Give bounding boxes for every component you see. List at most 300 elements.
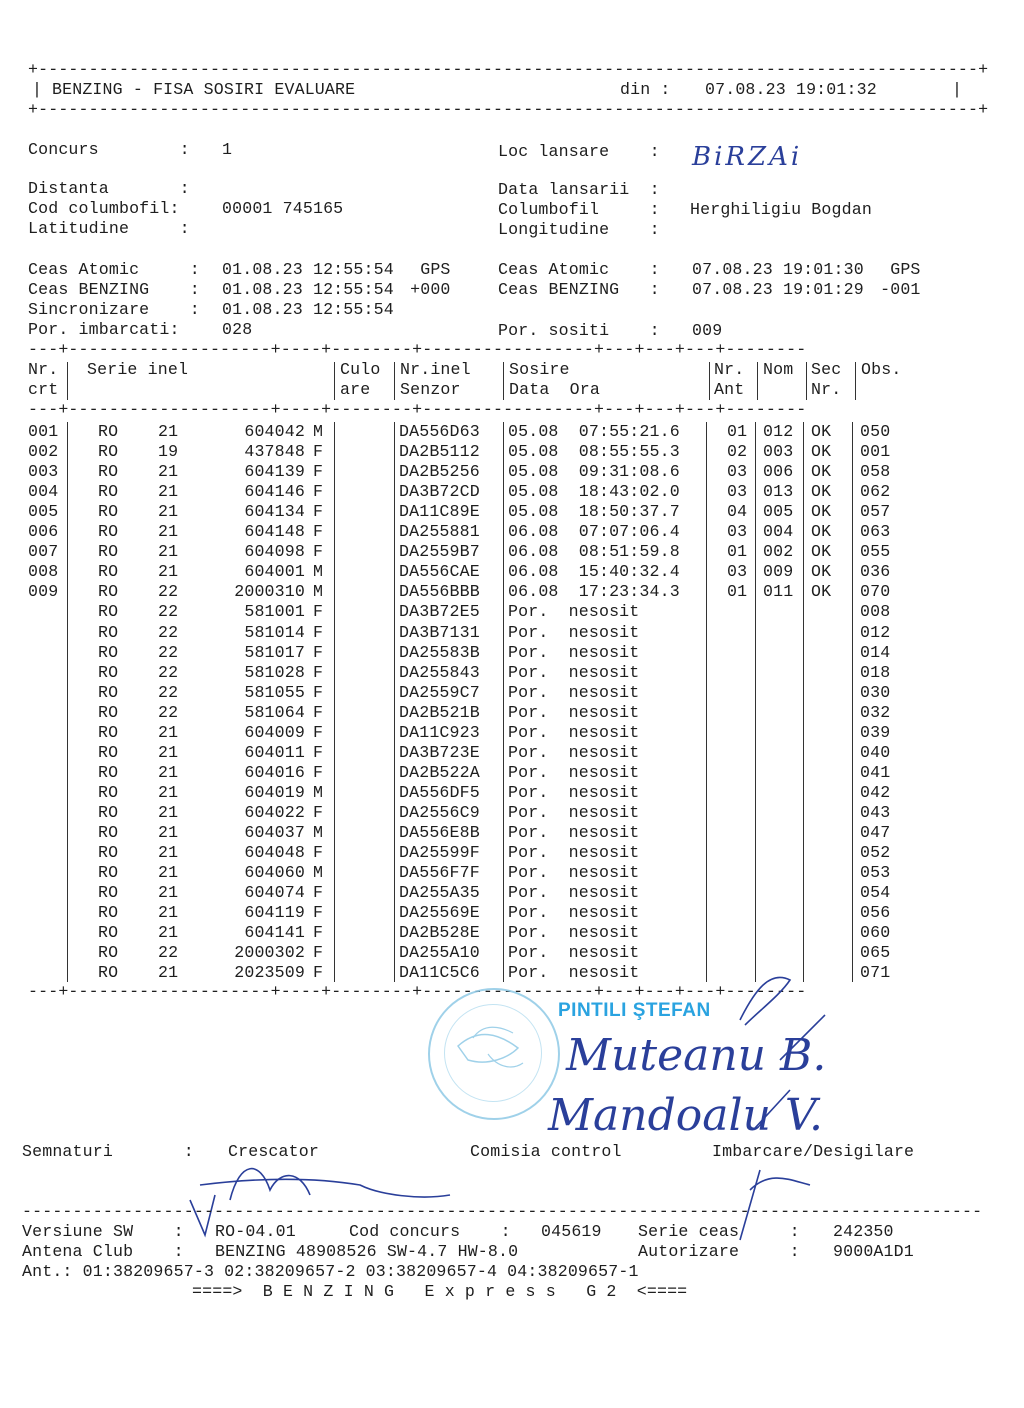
cell-sensor: DA2556C9 <box>399 802 480 822</box>
cell-sensor: DA255843 <box>399 662 480 682</box>
cell-ring: 604074 <box>244 883 305 903</box>
distanta-label: Distanta : <box>28 179 190 198</box>
cell-ring: 581028 <box>244 662 305 682</box>
footer-separator: ----------------------------------------------------------------------------------------------- <box>22 1202 983 1221</box>
cell-sensor: DA25599F <box>399 843 480 863</box>
cell-nr: 002 <box>28 442 59 462</box>
cell-ant: 04 <box>727 502 748 522</box>
cell-country: RO <box>98 762 119 782</box>
cell-ring: 604119 <box>244 903 305 923</box>
cell-nom: 011 <box>763 582 794 602</box>
ceas-atomic-end-label: Ceas Atomic : <box>498 260 660 279</box>
cell-country: RO <box>98 522 119 542</box>
cell-year: 22 <box>158 662 179 682</box>
cell-ring: 581001 <box>244 602 305 622</box>
cell-sex: F <box>313 502 324 522</box>
cell-ant: 01 <box>727 582 748 602</box>
antena-label: Antena Club : <box>22 1242 184 1261</box>
cell-sosire: Por. nesosit <box>508 963 640 983</box>
cell-sex: F <box>313 802 324 822</box>
cell-country: RO <box>98 462 119 482</box>
cell-country: RO <box>98 742 119 762</box>
cell-ring: 604134 <box>244 502 305 522</box>
cell-sex: F <box>313 622 324 642</box>
cell-ring: 604042 <box>244 422 305 441</box>
cell-sex: F <box>313 682 324 702</box>
cell-ring: 604037 <box>244 823 305 842</box>
cell-nom: 004 <box>763 522 794 542</box>
cell-ring: 581064 <box>244 702 305 722</box>
cell-ant: 03 <box>727 462 748 482</box>
cell-sec: OK <box>811 522 832 542</box>
brand-line: ====> B E N Z I N G E x p r e s s G 2 <==== <box>192 1282 688 1301</box>
table-separator-top: ---+--------------------+----+--------+-----------------+---+---+---+-------- <box>28 340 807 359</box>
semnaturi-label: Semnaturi : <box>22 1142 194 1161</box>
cell-obs: 056 <box>860 903 891 923</box>
cell-obs: 008 <box>860 602 891 622</box>
cell-obs: 054 <box>860 883 891 903</box>
ceas-atomic-start-value: 01.08.23 12:55:54 <box>222 260 394 279</box>
cell-sosire: Por. nesosit <box>508 823 640 842</box>
cell-year: 21 <box>158 823 179 842</box>
cell-sex: F <box>313 662 324 682</box>
cell-sensor: DA2559B7 <box>399 542 480 562</box>
autorizare-label: Autorizare : <box>638 1242 800 1261</box>
table-separator-bottom: ---+--------------------+----+--------+-----------------+---+---+---+-------- <box>28 982 807 1001</box>
cell-sex: F <box>313 843 324 863</box>
cell-sosire: Por. nesosit <box>508 682 640 702</box>
report-date: 07.08.23 19:01:32 <box>705 80 877 99</box>
header-left-bar: | <box>32 80 43 99</box>
cell-obs: 050 <box>860 422 891 441</box>
cell-sensor: DA556D63 <box>399 422 480 441</box>
cell-obs: 065 <box>860 943 891 963</box>
cell-year: 22 <box>158 602 179 622</box>
col-nr-ant-1: Nr. <box>714 360 745 379</box>
cell-ant: 02 <box>727 442 748 462</box>
report-date-label: din : <box>620 80 671 99</box>
cell-sex: M <box>313 863 324 883</box>
cell-year: 21 <box>158 863 179 883</box>
ceas-benzing-end-value: 07.08.23 19:01:29 <box>692 280 864 299</box>
ceas-atomic-start-label: Ceas Atomic : <box>28 260 200 279</box>
cell-sec: OK <box>811 562 832 582</box>
cell-sex: F <box>313 702 324 722</box>
cell-ring: 604146 <box>244 482 305 502</box>
cell-sensor: DA255881 <box>399 522 480 542</box>
cell-sec: OK <box>811 482 832 502</box>
cell-country: RO <box>98 823 119 842</box>
cell-obs: 041 <box>860 762 891 782</box>
cell-sec: OK <box>811 442 832 462</box>
cell-country: RO <box>98 642 119 662</box>
cell-ring: 2023509 <box>234 963 305 983</box>
cell-ring: 604139 <box>244 462 305 482</box>
cell-sensor: DA3B72E5 <box>399 602 480 622</box>
concurs-label: Concurs : <box>28 140 190 159</box>
cell-year: 22 <box>158 622 179 642</box>
cell-ant: 03 <box>727 522 748 542</box>
cell-year: 22 <box>158 682 179 702</box>
cell-obs: 036 <box>860 562 891 582</box>
cell-country: RO <box>98 843 119 863</box>
cell-sex: M <box>313 823 324 842</box>
serie-ceas-label: Serie ceas : <box>638 1222 800 1241</box>
cell-sex: F <box>313 923 324 943</box>
cell-year: 21 <box>158 782 179 802</box>
sincronizare-label: Sincronizare : <box>28 300 200 319</box>
cell-obs: 071 <box>860 963 891 983</box>
cell-nr: 005 <box>28 502 59 522</box>
cell-year: 22 <box>158 582 179 602</box>
cell-sosire: 06.08 15:40:32.4 <box>508 562 680 582</box>
cell-nom: 012 <box>763 422 794 441</box>
autorizare-value: 9000A1D1 <box>833 1242 914 1261</box>
cell-country: RO <box>98 602 119 622</box>
cell-nom: 013 <box>763 482 794 502</box>
cell-year: 21 <box>158 802 179 822</box>
cell-ring: 604019 <box>244 782 305 802</box>
ceas-benzing-end-label: Ceas BENZING : <box>498 280 660 299</box>
cell-sensor: DA2B5256 <box>399 462 480 482</box>
cell-sosire: 06.08 08:51:59.8 <box>508 542 680 562</box>
cell-year: 21 <box>158 843 179 863</box>
cell-nom: 002 <box>763 542 794 562</box>
latitudine-label: Latitudine : <box>28 219 190 238</box>
table-separator-header: ---+--------------------+----+--------+-----------------+---+---+---+-------- <box>28 400 807 419</box>
cell-country: RO <box>98 802 119 822</box>
cell-country: RO <box>98 782 119 802</box>
cell-sosire: Por. nesosit <box>508 883 640 903</box>
cell-obs: 018 <box>860 662 891 682</box>
cell-nr: 004 <box>28 482 59 502</box>
cell-ring: 604016 <box>244 762 305 782</box>
cell-obs: 043 <box>860 802 891 822</box>
col-sosire-2: Data Ora <box>509 380 600 399</box>
imbarcati-label: Por. imbarcati: <box>28 320 180 339</box>
cell-sex: M <box>313 562 324 582</box>
cell-obs: 014 <box>860 642 891 662</box>
cell-sex: F <box>313 442 324 462</box>
cell-ring: 604060 <box>244 863 305 883</box>
cell-sex: M <box>313 582 324 602</box>
ceas-benzing-end-suffix: -001 <box>870 280 921 299</box>
cell-obs: 060 <box>860 923 891 943</box>
cell-ant: 01 <box>727 542 748 562</box>
cell-ring: 604001 <box>244 562 305 582</box>
serie-ceas-value: 242350 <box>833 1222 894 1241</box>
cell-year: 22 <box>158 943 179 963</box>
cell-ring: 604011 <box>244 742 305 762</box>
cell-obs: 052 <box>860 843 891 863</box>
cell-country: RO <box>98 622 119 642</box>
cell-year: 21 <box>158 522 179 542</box>
cod-concurs-label: Cod concurs : <box>349 1222 511 1241</box>
cell-sosire: Por. nesosit <box>508 903 640 923</box>
cell-sec: OK <box>811 582 832 602</box>
cell-sosire: 05.08 07:55:21.6 <box>508 422 680 441</box>
cell-nr: 006 <box>28 522 59 542</box>
imbarcare-label: Imbarcare/Desigilare <box>712 1142 915 1161</box>
cell-sensor: DA2559C7 <box>399 682 480 702</box>
cell-country: RO <box>98 943 119 963</box>
col-nr-inel-2: Senzor <box>400 380 461 399</box>
col-serie-inel: Serie inel <box>87 360 189 379</box>
cell-sosire: Por. nesosit <box>508 622 640 642</box>
crescator-label: Crescator <box>228 1142 319 1161</box>
cell-year: 21 <box>158 722 179 742</box>
cell-ring: 581014 <box>244 622 305 642</box>
cell-sosire: Por. nesosit <box>508 742 640 762</box>
cell-ring: 581055 <box>244 682 305 702</box>
header-border-top: +---------------------------------------------------------------------------------------------+ <box>28 60 989 79</box>
cell-year: 21 <box>158 502 179 522</box>
cell-year: 22 <box>158 702 179 722</box>
header-border-bottom: +---------------------------------------------------------------------------------------------+ <box>28 100 989 119</box>
ceas-atomic-start-suffix: GPS <box>400 260 451 279</box>
cell-obs: 070 <box>860 582 891 602</box>
cod-concurs-value: 045619 <box>541 1222 602 1241</box>
cell-sosire: Por. nesosit <box>508 762 640 782</box>
cell-sensor: DA556CAE <box>399 562 480 582</box>
cell-sosire: Por. nesosit <box>508 843 640 863</box>
cell-country: RO <box>98 482 119 502</box>
cell-year: 21 <box>158 542 179 562</box>
antena-value: BENZING 48908526 SW-4.7 HW-8.0 <box>215 1242 519 1261</box>
cell-sosire: Por. nesosit <box>508 662 640 682</box>
cell-country: RO <box>98 422 119 441</box>
cell-year: 21 <box>158 963 179 983</box>
col-sosire-1: Sosire <box>509 360 570 379</box>
loc-lansare-value: BiRZAi <box>692 142 803 172</box>
cell-sosire: Por. nesosit <box>508 782 640 802</box>
cell-country: RO <box>98 722 119 742</box>
cell-nr: 007 <box>28 542 59 562</box>
cell-country: RO <box>98 442 119 462</box>
cell-sensor: DA556BBB <box>399 582 480 602</box>
longitudine-label: Longitudine : <box>498 220 660 239</box>
cell-sex: F <box>313 482 324 502</box>
col-nr-inel-1: Nr.inel <box>400 360 471 379</box>
cell-sosire: 06.08 17:23:34.3 <box>508 582 680 602</box>
cell-ring: 604148 <box>244 522 305 542</box>
ceas-benzing-start-suffix: +000 <box>400 280 451 299</box>
col-culoare-1: Culo <box>340 360 381 379</box>
col-nr-crt-2: crt <box>28 380 59 399</box>
cell-sex: F <box>313 903 324 923</box>
cell-ring: 604048 <box>244 843 305 863</box>
sositi-value: 009 <box>692 321 723 340</box>
cell-obs: 057 <box>860 502 891 522</box>
columbofil-label: Columbofil : <box>498 200 660 219</box>
col-nr-ant-2: Ant <box>714 380 745 399</box>
cell-nom: 003 <box>763 442 794 462</box>
cell-sosire: Por. nesosit <box>508 943 640 963</box>
ceas-atomic-end-value: 07.08.23 19:01:30 <box>692 260 864 279</box>
cell-sex: F <box>313 602 324 622</box>
cell-ring: 604022 <box>244 802 305 822</box>
cell-obs: 042 <box>860 782 891 802</box>
cell-sex: F <box>313 522 324 542</box>
cell-nom: 006 <box>763 462 794 482</box>
cell-sosire: Por. nesosit <box>508 863 640 883</box>
cell-country: RO <box>98 542 119 562</box>
cell-ant: 01 <box>727 422 748 441</box>
cell-sec: OK <box>811 502 832 522</box>
cell-sensor: DA3B723E <box>399 742 480 762</box>
cell-sosire: Por. nesosit <box>508 642 640 662</box>
cell-country: RO <box>98 923 119 943</box>
cell-sex: F <box>313 963 324 983</box>
cell-year: 21 <box>158 762 179 782</box>
cell-country: RO <box>98 682 119 702</box>
cell-sosire: 05.08 18:50:37.7 <box>508 502 680 522</box>
antenna-list: Ant.: 01:38209657-3 02:38209657-2 03:38209657-4 04:38209657-1 <box>22 1262 639 1281</box>
cell-obs: 063 <box>860 522 891 542</box>
cell-sensor: DA2B522A <box>399 762 480 782</box>
cell-country: RO <box>98 903 119 923</box>
col-nom: Nom <box>763 360 794 379</box>
cell-sensor: DA556F7F <box>399 863 480 883</box>
cell-country: RO <box>98 863 119 883</box>
cell-sex: F <box>313 762 324 782</box>
col-sec-1: Sec <box>811 360 842 379</box>
cell-sensor: DA556E8B <box>399 823 480 842</box>
cell-ring: 604141 <box>244 923 305 943</box>
col-nr-crt-1: Nr. <box>28 360 59 379</box>
cod-columbofil-value: 00001 745165 <box>222 199 344 218</box>
cell-sosire: Por. nesosit <box>508 802 640 822</box>
cell-sex: F <box>313 462 324 482</box>
cell-ring: 604098 <box>244 542 305 562</box>
cell-sex: F <box>313 883 324 903</box>
cell-obs: 062 <box>860 482 891 502</box>
cell-sex: F <box>313 542 324 562</box>
cell-ring: 604009 <box>244 722 305 742</box>
cell-sosire: Por. nesosit <box>508 702 640 722</box>
cell-obs: 040 <box>860 742 891 762</box>
cod-columbofil-label: Cod columbofil: <box>28 199 180 218</box>
cell-nr: 009 <box>28 582 59 602</box>
cell-sex: F <box>313 943 324 963</box>
cell-year: 21 <box>158 422 179 441</box>
cell-sensor: DA2B528E <box>399 923 480 943</box>
sincronizare-value: 01.08.23 12:55:54 <box>222 300 394 319</box>
cell-sensor: DA25583B <box>399 642 480 662</box>
cell-sex: M <box>313 422 324 441</box>
cell-sensor: DA11C923 <box>399 722 480 742</box>
cell-sosire: 05.08 18:43:02.0 <box>508 482 680 502</box>
header-right-bar: | <box>952 80 963 99</box>
loc-lansare-label: Loc lansare : <box>498 142 660 161</box>
cell-sosire: Por. nesosit <box>508 722 640 742</box>
cell-ant: 03 <box>727 562 748 582</box>
cell-year: 21 <box>158 742 179 762</box>
col-obs: Obs. <box>861 360 902 379</box>
cell-sosire: 05.08 08:55:55.3 <box>508 442 680 462</box>
cell-sensor: DA3B7131 <box>399 622 480 642</box>
ceas-benzing-start-value: 01.08.23 12:55:54 <box>222 280 394 299</box>
columbofil-value: Herghiligiu Bogdan <box>690 200 872 219</box>
cell-nr: 008 <box>28 562 59 582</box>
col-sec-2: Nr. <box>811 380 842 399</box>
cell-nr: 001 <box>28 422 59 441</box>
cell-sec: OK <box>811 422 832 441</box>
signature-commission-1: Muteanu B. <box>566 1030 827 1081</box>
cell-ring: 2000310 <box>234 582 305 602</box>
cell-sensor: DA3B72CD <box>399 482 480 502</box>
cell-nom: 009 <box>763 562 794 582</box>
cell-year: 19 <box>158 442 179 462</box>
versiune-label: Versiune SW : <box>22 1222 184 1241</box>
cell-obs: 055 <box>860 542 891 562</box>
col-culoare-2: are <box>340 380 371 399</box>
cell-ant: 03 <box>727 482 748 502</box>
cell-obs: 053 <box>860 863 891 883</box>
cell-sex: F <box>313 722 324 742</box>
cell-sex: F <box>313 742 324 762</box>
comisia-control-label: Comisia control <box>470 1142 622 1161</box>
cell-ring: 437848 <box>244 442 305 462</box>
data-lansarii-label: Data lansarii : <box>498 180 660 199</box>
cell-obs: 030 <box>860 682 891 702</box>
cell-country: RO <box>98 562 119 582</box>
concurs-value: 1 <box>222 140 233 159</box>
cell-sensor: DA556DF5 <box>399 782 480 802</box>
cell-country: RO <box>98 702 119 722</box>
cell-sosire: Por. nesosit <box>508 602 640 622</box>
cell-obs: 001 <box>860 442 891 462</box>
cell-sensor: DA2B5112 <box>399 442 480 462</box>
cell-sex: M <box>313 782 324 802</box>
cell-year: 21 <box>158 562 179 582</box>
cell-obs: 047 <box>860 823 891 842</box>
cell-obs: 058 <box>860 462 891 482</box>
cell-country: RO <box>98 662 119 682</box>
cell-country: RO <box>98 582 119 602</box>
page-title: BENZING - FISA SOSIRI EVALUARE <box>52 80 356 99</box>
cell-sensor: DA11C89E <box>399 502 480 522</box>
cell-sec: OK <box>811 542 832 562</box>
cell-year: 22 <box>158 642 179 662</box>
stamp-name: PINTILI ŞTEFAN <box>558 1000 711 1021</box>
cell-sosire: 06.08 07:07:06.4 <box>508 522 680 542</box>
ceas-atomic-end-suffix: GPS <box>870 260 921 279</box>
cell-sex: F <box>313 642 324 662</box>
cell-year: 21 <box>158 903 179 923</box>
cell-nom: 005 <box>763 502 794 522</box>
cell-year: 21 <box>158 462 179 482</box>
imbarcati-value: 028 <box>222 320 253 339</box>
ceas-benzing-start-label: Ceas BENZING : <box>28 280 200 299</box>
sositi-label: Por. sositi : <box>498 321 660 340</box>
cell-sensor: DA11C5C6 <box>399 963 480 983</box>
cell-year: 21 <box>158 482 179 502</box>
cell-country: RO <box>98 963 119 983</box>
cell-sensor: DA255A10 <box>399 943 480 963</box>
cell-nr: 003 <box>28 462 59 482</box>
cell-year: 21 <box>158 923 179 943</box>
cell-sosire: 05.08 09:31:08.6 <box>508 462 680 482</box>
cell-sensor: DA25569E <box>399 903 480 923</box>
cell-year: 21 <box>158 883 179 903</box>
cell-country: RO <box>98 883 119 903</box>
cell-country: RO <box>98 502 119 522</box>
versiune-value: RO-04.01 <box>215 1222 296 1241</box>
signature-commission-2: Mandoalu V. <box>548 1090 823 1141</box>
cell-ring: 581017 <box>244 642 305 662</box>
cell-sec: OK <box>811 462 832 482</box>
